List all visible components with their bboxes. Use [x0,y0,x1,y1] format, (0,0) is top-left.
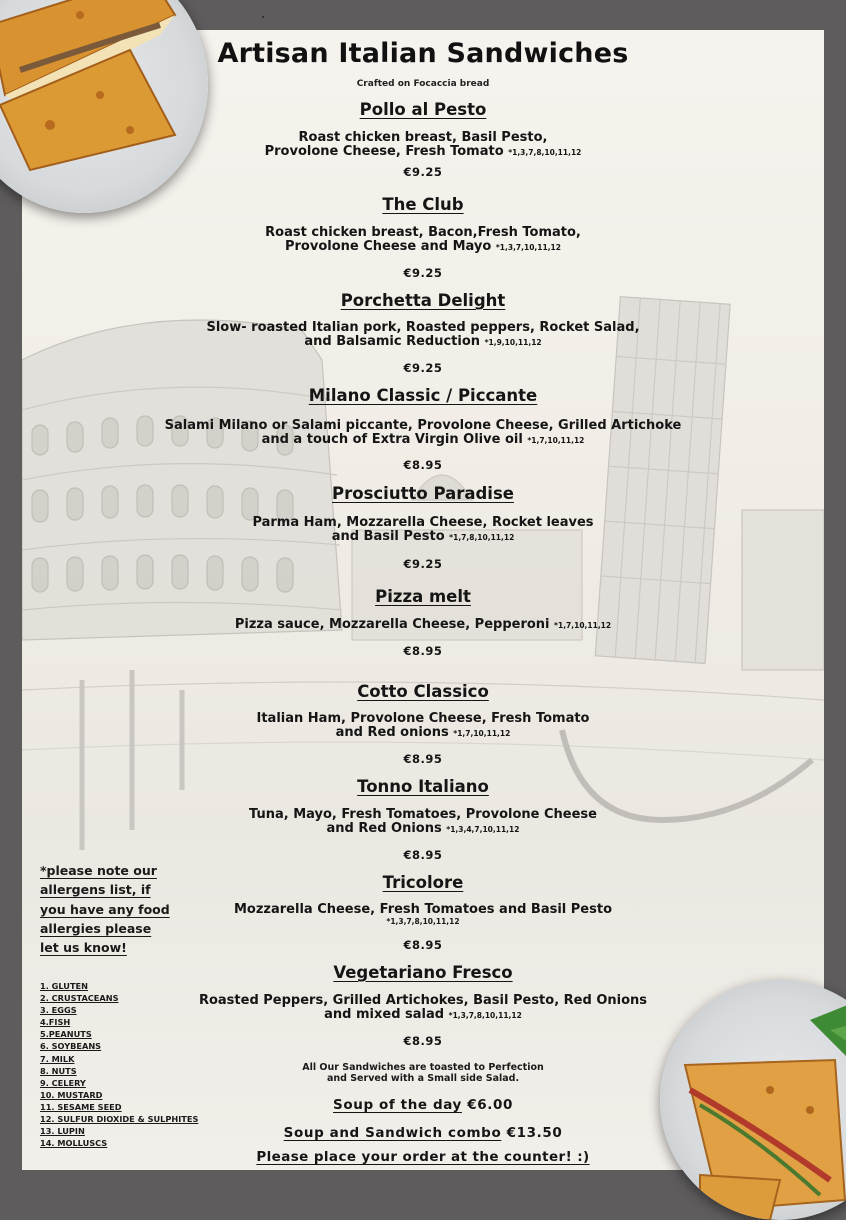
menu-item-price: €9.25 [403,361,443,375]
menu-item-name: Milano Classic / Piccante [308,386,538,405]
gondola-sketch [562,730,812,820]
allergen-item: 9. CELERY [40,1077,86,1088]
menu-item-description-line2: Provolone Cheese and Mayo *1,3,7,10,11,12 [284,239,561,254]
allergen-codes: *1,7,10,11,12 [554,621,612,630]
allergen-item: 8. NUTS [40,1065,77,1076]
menu-subtitle: Crafted on Focaccia bread [356,79,490,89]
menu-item-description: Roast chicken breast, Basil Pesto, [298,130,548,145]
allergen-codes: *1,3,4,7,10,11,12 [446,825,520,834]
allergen-codes: *1,7,8,10,11,12 [449,533,515,542]
combo-price: €13.50 [506,1125,563,1141]
soup-label: Soup of the day [333,1097,462,1113]
allergen-item: 2. CRUSTACEANS [40,993,119,1004]
menu-item-price: €9.25 [403,557,443,571]
allergy-note-line: let us know! [40,940,127,956]
combo-label: Soup and Sandwich combo [283,1125,502,1141]
allergy-note-line: you have any food [40,901,170,917]
menu-item-description: Roast chicken breast, Bacon,Fresh Tomato, [265,225,581,240]
allergen-codes: *1,3,7,10,11,12 [495,243,561,252]
menu-item-name: Pizza melt [375,587,471,606]
allergen-codes: *1,3,7,8,10,11,12 [386,917,460,926]
menu-item-description: Slow- roasted Italian pork, Roasted peppers, Rocket Salad, [206,320,640,335]
menu-item-description: Salami Milano or Salami piccante, Provolone Cheese, Grilled Artichoke [164,418,682,433]
allergen-item: 1. GLUTEN [40,981,88,991]
allergen-item: 5.PEANUTS [40,1029,92,1040]
allergy-note-line: allergies please [40,920,152,936]
speck [262,16,264,18]
menu-item-price: €8.95 [403,1034,443,1048]
menu-item-name: Cotto Classico [357,682,489,701]
menu-item-description: Mozzarella Cheese, Fresh Tomatoes and Basil Pesto [233,902,612,917]
menu-item-description: Italian Ham, Provolone Cheese, Fresh Tomato [256,711,590,726]
menu-item-price: €8.95 [403,644,443,658]
allergen-codes: *1,7,10,11,12 [453,729,511,738]
menu-title: Artisan Italian Sandwiches [217,38,629,69]
menu-item-description-line2: and Basil Pesto *1,7,8,10,11,12 [331,529,515,544]
menu-item-name: Tricolore [382,873,464,892]
allergy-note-line: *please note our [40,863,157,878]
allergen-codes: *1,3,7,8,10,11,12 [448,1011,522,1020]
allergen-item: 6. SOYBEANS [40,1041,102,1052]
menu-item-name: The Club [382,195,464,214]
menu-item-price: €9.25 [403,165,443,179]
allergen-codes: *1,9,10,11,12 [484,338,542,347]
footer-note-line2: and Served with a Small side Salad. [326,1073,520,1084]
menu-item-description-line2: and Red Onions *1,3,4,7,10,11,12 [326,821,520,836]
menu-item-price: €8.95 [403,458,443,472]
menu-item-name: Tonno Italiano [357,777,489,796]
menu-item-price: €8.95 [403,752,443,766]
menu-item-description: Tuna, Mayo, Fresh Tomatoes, Provolone Cheese [249,807,597,822]
menu-item-name: Pollo al Pesto [359,100,487,119]
menu-item-price: €8.95 [403,938,443,952]
menu-item-name: Prosciutto Paradise [332,484,514,503]
menu-item-description-line2: and Balsamic Reduction *1,9,10,11,12 [304,334,542,349]
menu-item-description: Roasted Peppers, Grilled Artichokes, Basil Pesto, Red Onions [198,993,648,1008]
soup-price: €6.00 [467,1097,513,1113]
menu-item-name: Porchetta Delight [340,291,506,310]
leaning-tower-sketch [595,297,730,664]
menu-item-description-line2: Provolone Cheese, Fresh Tomato *1,3,7,8,10,11,12 [264,144,582,159]
menu-item-name: Vegetariano Fresco [333,963,513,982]
menu-item-description-line2: and mixed salad *1,3,7,8,10,11,12 [324,1007,522,1022]
menu-item-description-line2: and Red onions *1,7,10,11,12 [335,725,511,740]
allergen-item: 7. MILK [40,1053,75,1064]
menu-item-description: Parma Ham, Mozzarella Cheese, Rocket leaves [252,515,594,530]
allergen-item: 3. EGGS [40,1005,77,1016]
allergy-note-line: allergens list, if [40,882,151,898]
footer-note: All Our Sandwiches are toasted to Perfection [302,1062,544,1073]
allergen-list [40,980,198,1149]
allergen-codes: *1,7,10,11,12 [527,436,585,445]
allergen-item: 13. LUPIN [40,1126,85,1137]
allergen-item: 4.FISH [40,1017,71,1028]
allergen-item: 11. SESAME SEED [40,1101,122,1112]
allergen-item: 14. MOLLUSCS [40,1138,108,1149]
menu-item-price: €9.25 [403,266,443,280]
menu-item-description: Pizza sauce, Mozzarella Cheese, Pepperoni *1,7,10,11,12 [234,617,612,632]
allergy-note [40,861,190,957]
allergen-codes: *1,3,7,8,10,11,12 [508,148,582,157]
allergen-item: 12. SULFUR DIOXIDE & SULPHITES [40,1114,199,1125]
allergen-item: 10. MUSTARD [40,1089,103,1100]
menu-item-description-line2: and a touch of Extra Virgin Olive oil *1,7,10,11,12 [261,432,585,447]
order-instruction: Please place your order at the counter! :) [256,1149,590,1165]
menu-item-price: €8.95 [403,848,443,862]
